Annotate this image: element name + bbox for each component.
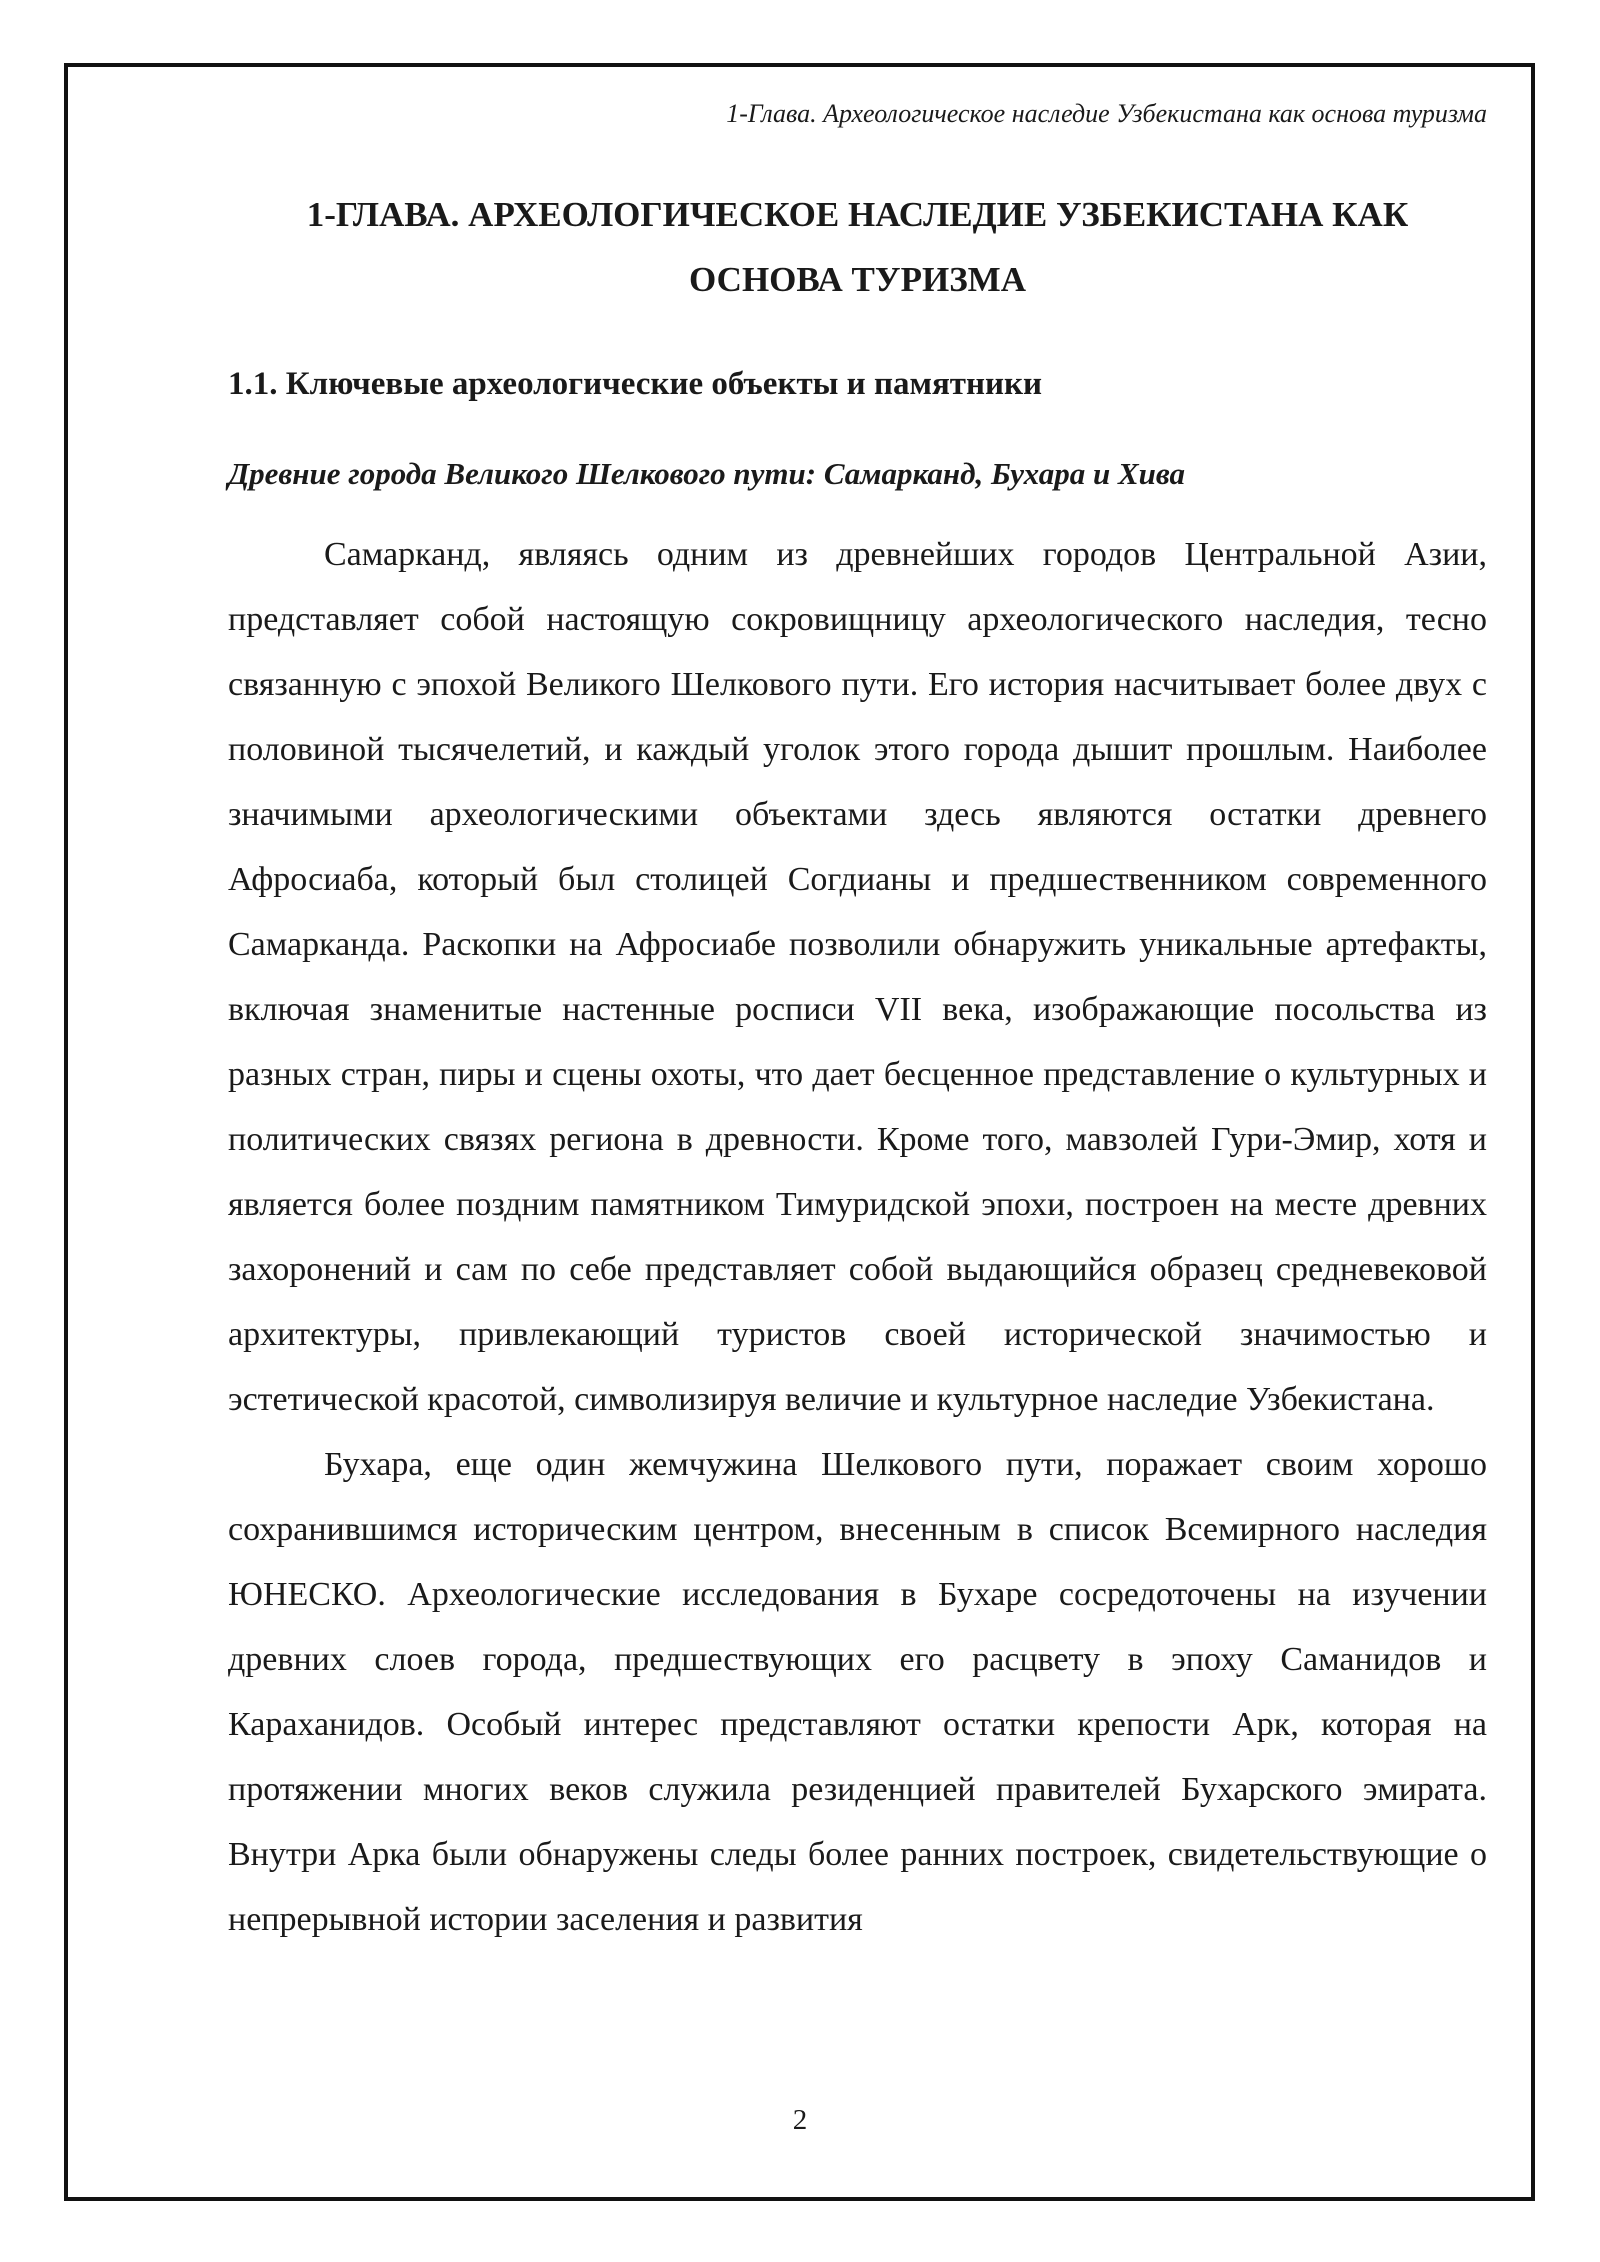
body-text: [228, 522, 1487, 1952]
subsection-heading: Древние города Великого Шелкового пути: Самарканд, Бухара и Хива: [228, 456, 1186, 491]
paragraph-bukhara: Бухара, еще один жемчужина Шелкового пути, поражает своим хорошо сохранившимся историческим центром, внесенным в список Всемирного наследия ЮНЕСКО. Археологические исследования в Бухаре сосредоточены на изучении древних слоев города, предшествующих его расцвету в эпоху Саманидов и Караханидов. Особый интерес представляют остатки крепости Арк, которая на протяжении многих веков служила резиденцией правителей Бухарского эмирата. Внутри Арка были обнаружены следы более ранних построек, свидетельствующие о непрерывной истории заселения и развития: [228, 1446, 1487, 1938]
page-number: 2: [792, 2104, 808, 2136]
section-heading: 1.1. Ключевые археологические объекты и памятники: [228, 366, 1043, 402]
chapter-title: 1-ГЛАВА. АРХЕОЛОГИЧЕСКОЕ НАСЛЕДИЕ УЗБЕКИСТАНА КАК ОСНОВА ТУРИЗМА: [306, 195, 1409, 299]
running-header: 1-Глава. Археологическое наследие Узбекистана как основа туризма: [726, 99, 1487, 128]
paragraph-samarkand: Самарканд, являясь одним из древнейших городов Центральной Азии, представляет собой настоящую сокровищницу археологического наследия, тесно связанную с эпохой Великого Шелкового пути. Его история насчитывает более двух с половиной тысячелетий, и каждый уголок этого города дышит прошлым. Наиболее значимыми археологическими объектами здесь являются остатки древнего Афросиаба, который был столицей Согдианы и предшественником современного Самарканда. Раскопки на Афросиабе позволили обнаружить уникальные артефакты, включая знаменитые настенные росписи VII века, изображающие посольства из разных стран, пиры и сцены охоты, что дает бесценное представление о культурных и политических связях региона в древности. Кроме того, мавзолей Гури-Эмир, хотя и является более поздним памятником Тимуридской эпохи, построен на месте древних захоронений и сам по себе представляет собой выдающийся образец средневековой архитектуры, привлекающий туристов своей исторической значимостью и эстетической красотой, символизируя величие и культурное наследие Узбекистана.: [228, 536, 1487, 1418]
